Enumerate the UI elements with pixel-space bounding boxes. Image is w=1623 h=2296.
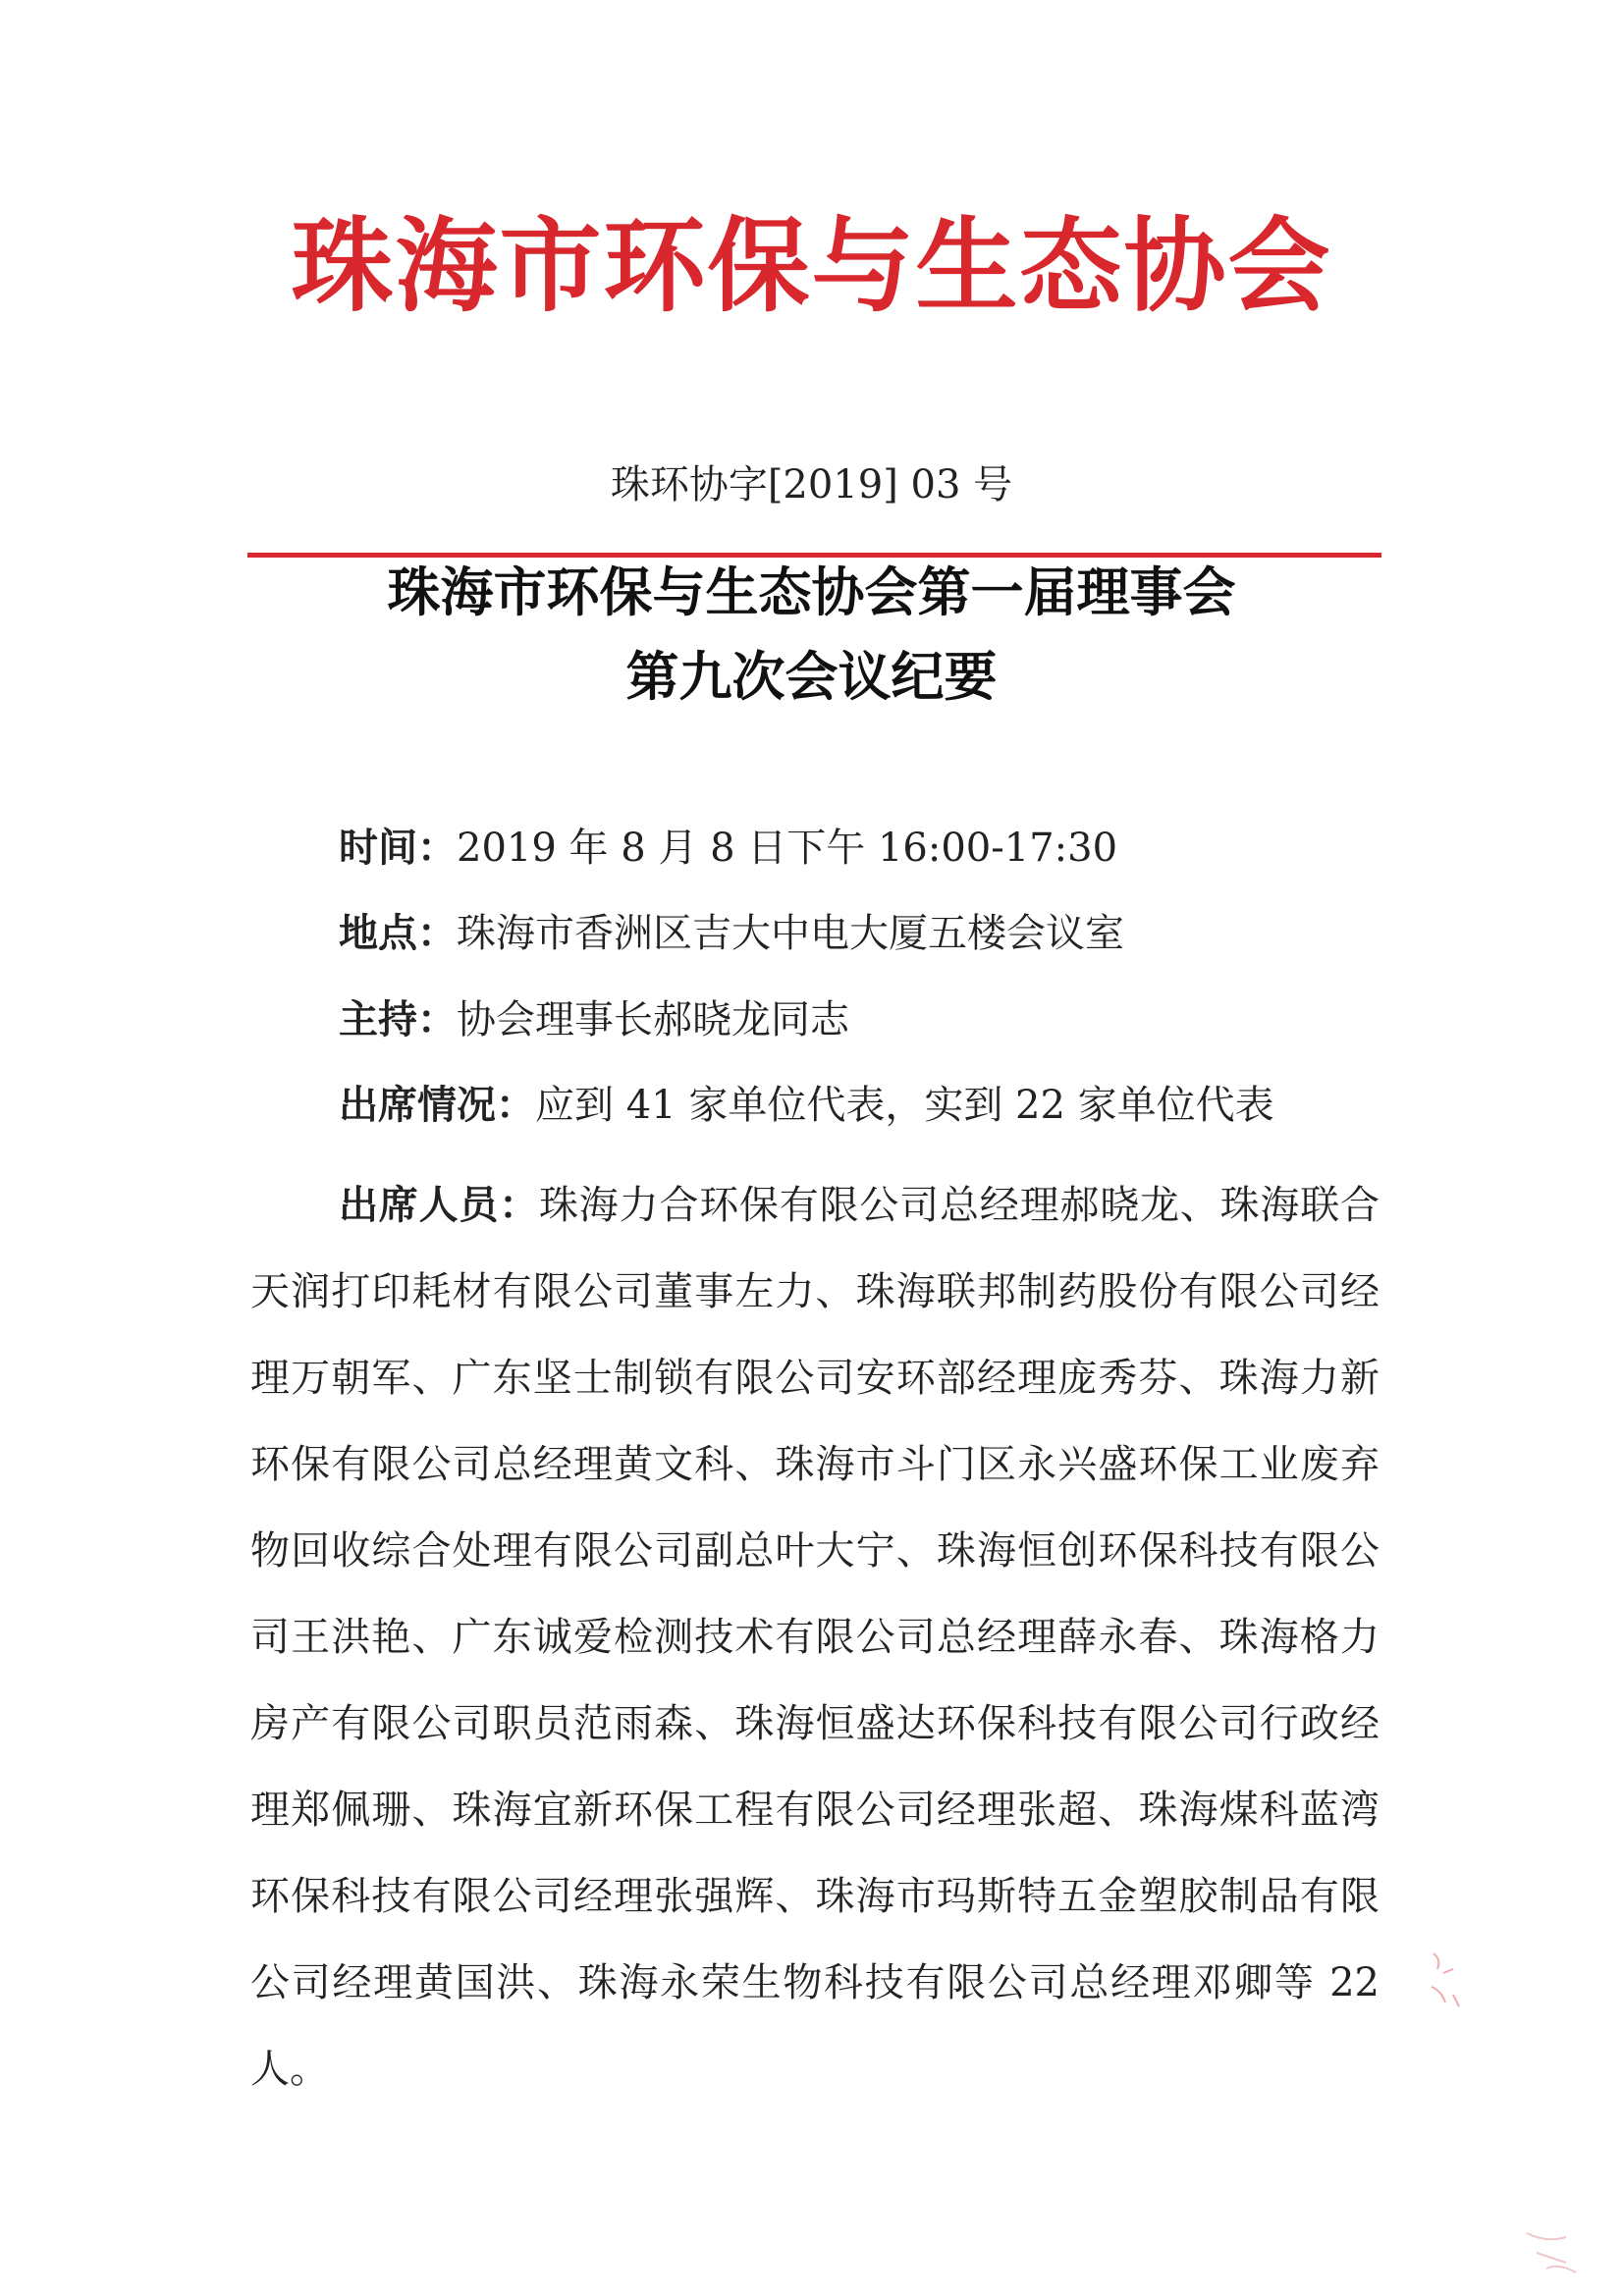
meeting-host-label: 主持： [339,997,457,1042]
document-title-line-1: 珠海市环保与生态协会第一届理事会 [387,561,1236,623]
meeting-time [339,821,1117,876]
document-number: 珠环协字[2019] 03 号 [610,462,1013,507]
meeting-time-value: 2019 年 8 月 8 日下午 16:00-17:30 [457,826,1118,871]
attendees-label: 出席人员： [339,1183,539,1228]
meeting-place-value: 珠海市香洲区吉大中电大厦五楼会议室 [457,911,1124,956]
attendees-paragraph [250,1162,1380,2112]
meeting-time-label: 时间： [339,826,457,871]
meeting-host [339,992,849,1047]
red-stamp-trace-mark-2 [1517,2214,1596,2282]
document-title-line-2: 第九次会议纪要 [625,646,998,708]
meeting-attendance-label: 出席情况： [339,1083,535,1128]
red-stamp-trace-mark [1414,1944,1483,2022]
meeting-place [339,906,1124,961]
meeting-attendance [339,1078,1274,1133]
attendees-text: 珠海力合环保有限公司总经理郝晓龙、珠海联合天润打印耗材有限公司董事左力、珠海联邦制药股份有限公司经理万朝军、广东坚士制锁有限公司安环部经理庞秀芬、珠海力新环保有限公司总经理黄文科、珠海市斗门区永兴盛环保工业废弃物回收综合处理有限公司副总叶大宁、珠海恒创环保科技有限公司王洪艳、广东诚爱检测技术有限公司总经理薛永春、珠海格力房产有限公司职员范雨森、珠海恒盛达环保科技有限公司行政经理郑佩珊、珠海宜新环保工程有限公司经理张超、珠海煤科蓝湾环保科技有限公司经理张强辉、珠海市玛斯特五金塑胶制品有限公司经理黄国洪、珠海永荣生物科技有限公司总经理邓卿等 22 人。 [250,1183,1380,2092]
letterhead-title: 珠海市环保与生态协会 [291,206,1332,326]
meeting-attendance-value: 应到 41 家单位代表，实到 22 家单位代表 [535,1083,1274,1128]
meeting-host-value: 协会理事长郝晓龙同志 [457,997,849,1042]
meeting-place-label: 地点： [339,911,457,956]
